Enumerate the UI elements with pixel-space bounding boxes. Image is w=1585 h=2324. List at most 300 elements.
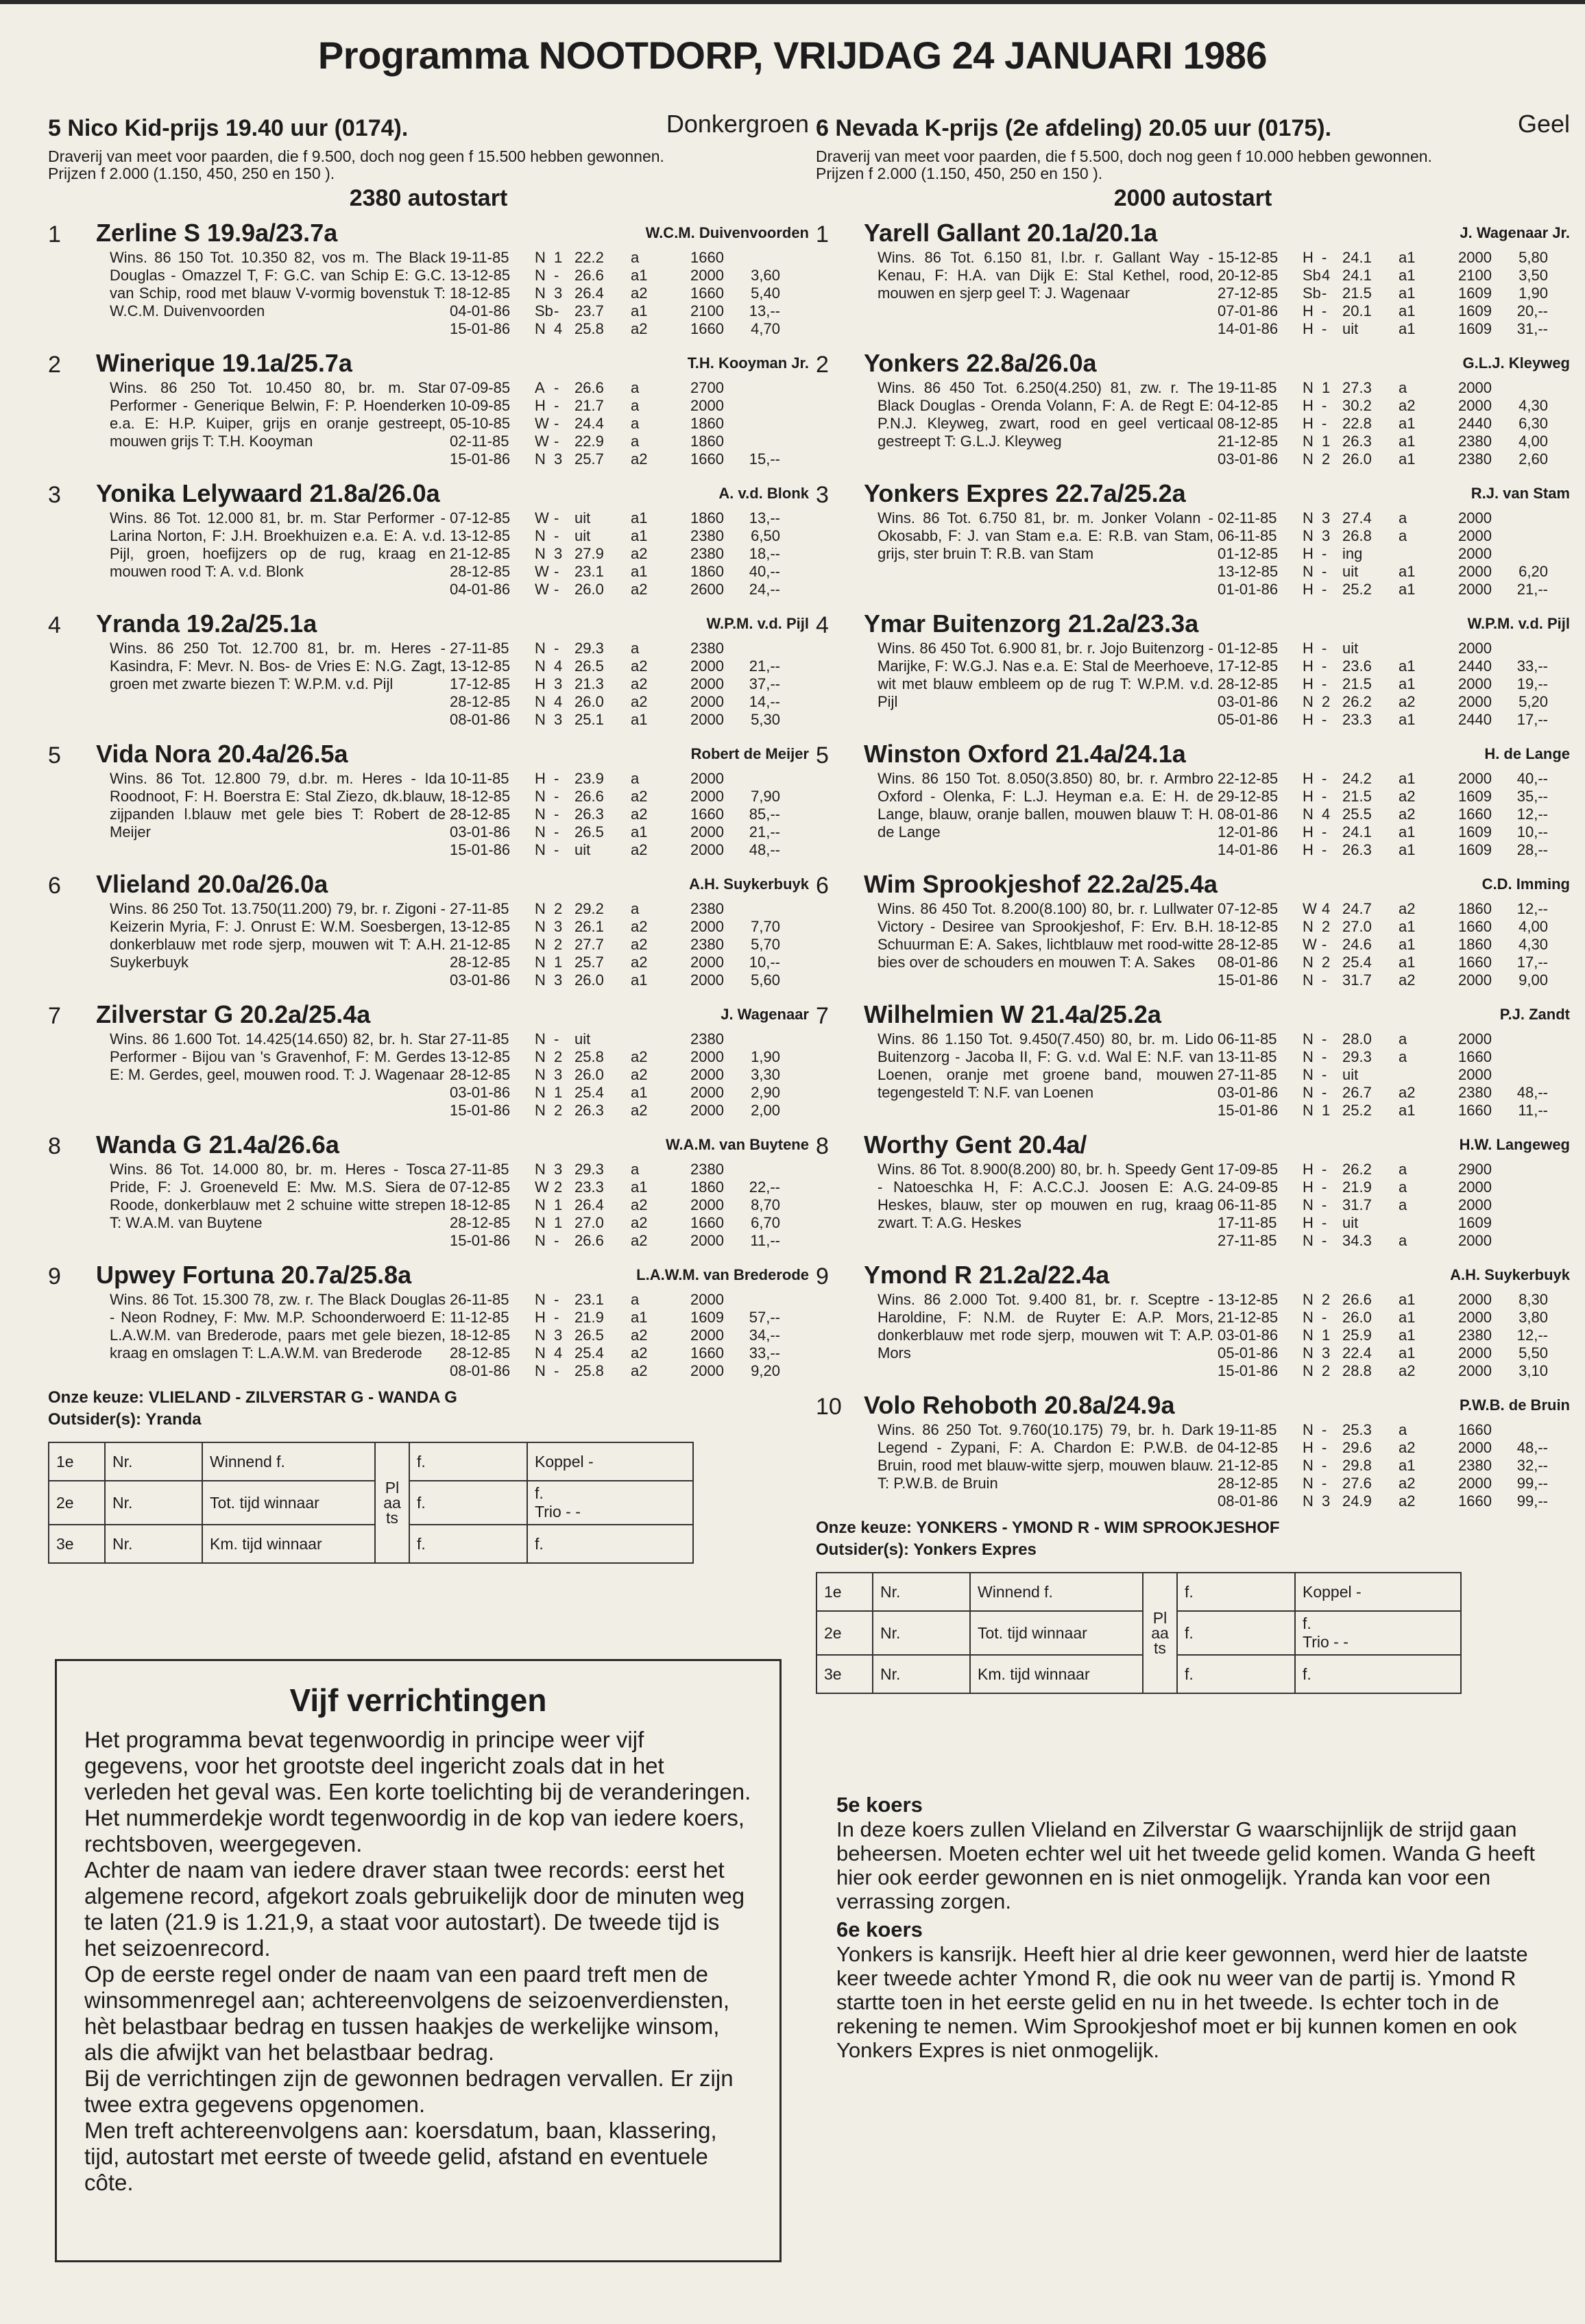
results-row bbox=[49, 1442, 693, 1481]
performance-cell: 24.2 bbox=[1342, 770, 1372, 787]
performance-cell: 11-12-85 bbox=[450, 1309, 509, 1326]
performance-cell: H bbox=[1303, 640, 1314, 657]
performance-cell: 2000 bbox=[1458, 397, 1492, 414]
performance-cell: 27.0 bbox=[574, 1214, 604, 1231]
horse-driver: P.J. Zandt bbox=[1499, 1006, 1570, 1023]
performance-cell: - bbox=[1322, 1232, 1327, 1249]
performance-cell: 4,30 bbox=[1519, 397, 1548, 414]
performance-row bbox=[450, 640, 780, 657]
performance-cell: 6,30 bbox=[1519, 415, 1548, 432]
performance-row bbox=[450, 563, 780, 581]
results-row bbox=[49, 1481, 693, 1525]
performance-cell: a1 bbox=[1399, 581, 1416, 598]
performance-cell: 3,10 bbox=[1519, 1362, 1548, 1379]
performance-row bbox=[1218, 320, 1548, 338]
performance-cell: 24.4 bbox=[574, 415, 604, 432]
performance-cell: - bbox=[554, 563, 559, 580]
performance-cell: 3 bbox=[554, 545, 563, 562]
performance-cell: 25.4 bbox=[574, 1344, 604, 1361]
performance-cell: H bbox=[1303, 657, 1314, 675]
performance-cell: 17,-- bbox=[1516, 711, 1548, 728]
performance-cell: 07-12-85 bbox=[1218, 900, 1279, 917]
performance-cell: H bbox=[535, 1309, 546, 1326]
performance-cell: - bbox=[1322, 1309, 1327, 1326]
performance-cell: N bbox=[535, 954, 546, 971]
performance-cell: 10,-- bbox=[1516, 823, 1548, 840]
horse-info: Wins. 86 250 Tot. 9.760(10.175) 79, br. h. Dark Legend - Zypani, F: A. Chardon E: P.W.B. de Bruin, rood met blauw-witte sjerp, mouwen blauw. T: P.W.B. de Bruin bbox=[878, 1421, 1213, 1492]
performance-row bbox=[1218, 1066, 1548, 1084]
horse-performances bbox=[450, 509, 780, 598]
performance-cell: 04-01-86 bbox=[450, 302, 511, 319]
performance-row bbox=[1218, 675, 1548, 693]
performance-cell: 03-01-86 bbox=[1218, 693, 1279, 710]
horse-body bbox=[816, 249, 1570, 338]
performance-cell: 2700 bbox=[690, 379, 724, 396]
performance-cell: a2 bbox=[631, 1048, 648, 1065]
performance-cell: 25.8 bbox=[574, 1048, 604, 1065]
performance-row bbox=[1218, 1327, 1548, 1344]
performance-row bbox=[1218, 1309, 1548, 1327]
performance-cell: N bbox=[1303, 918, 1314, 935]
performance-cell: a2 bbox=[631, 806, 648, 823]
performance-cell: 5,70 bbox=[751, 936, 780, 953]
performance-cell: 06-11-85 bbox=[1218, 1196, 1277, 1213]
performance-cell: 2440 bbox=[1458, 711, 1492, 728]
horse-performances bbox=[1218, 900, 1548, 989]
performance-cell: 23.9 bbox=[574, 770, 604, 787]
performance-cell: 21.9 bbox=[1342, 1178, 1372, 1196]
performance-cell: 2000 bbox=[1458, 249, 1492, 266]
performance-cell: a2 bbox=[631, 841, 648, 858]
performance-cell: H bbox=[1303, 581, 1314, 598]
performance-cell: a1 bbox=[631, 527, 648, 544]
performance-row bbox=[450, 433, 780, 450]
performance-row bbox=[450, 711, 780, 729]
horse-number: 3 bbox=[816, 482, 829, 508]
performance-cell: a bbox=[631, 1161, 640, 1178]
horse-entry bbox=[48, 997, 809, 1119]
bet-cell bbox=[527, 1442, 693, 1481]
commentary-text: In deze koers zullen Vlieland en Zilverstar G waarschijnlijk de strijd gaan beheersen. Moeten echter wel uit het tweede gelid komen. Wanda G heeft hier ook eerder gewonnen en is niet onmogelijk. Yranda kan voor een verrassing zorgen. bbox=[836, 1817, 1536, 1913]
outsiders: Outsider(s): Yranda bbox=[48, 1410, 202, 1429]
horse-body bbox=[816, 509, 1570, 598]
performance-cell: 4,30 bbox=[1519, 936, 1548, 953]
performance-row bbox=[450, 1232, 780, 1250]
performance-cell: 2000 bbox=[690, 693, 724, 710]
horse-entry bbox=[816, 607, 1570, 729]
koppel-amount: f. bbox=[1303, 1614, 1311, 1632]
performance-cell: 02-11-85 bbox=[1218, 509, 1277, 526]
performance-cell: 15-01-86 bbox=[450, 1102, 511, 1119]
horse-header bbox=[48, 607, 809, 640]
performance-cell: a1 bbox=[631, 823, 648, 840]
horse-performances bbox=[1218, 509, 1548, 598]
horse-entry bbox=[48, 216, 809, 338]
performance-cell: - bbox=[1322, 1084, 1327, 1101]
performance-cell: 07-12-85 bbox=[450, 509, 511, 526]
performance-cell: H bbox=[1303, 675, 1314, 692]
performance-cell: N bbox=[1303, 1475, 1314, 1492]
label-cell: Tot. tijd winnaar bbox=[202, 1481, 375, 1525]
performance-cell bbox=[724, 379, 780, 397]
info-paragraph: Het nummerdekje wordt tegenwoordig in de kop van iedere koers, rechtsboven, weergegeven. bbox=[84, 1805, 745, 1856]
number-cell: Nr. bbox=[873, 1611, 970, 1655]
label-cell: Km. tijd winnaar bbox=[202, 1525, 375, 1563]
performance-cell: 21.3 bbox=[574, 675, 604, 692]
performance-cell: 3,30 bbox=[751, 1066, 780, 1083]
performance-cell: 1660 bbox=[1458, 1421, 1492, 1438]
performance-cell: a bbox=[631, 379, 640, 396]
performance-cell: 2440 bbox=[1458, 415, 1492, 432]
performance-cell: 2380 bbox=[690, 640, 724, 657]
performance-cell: 3 bbox=[1322, 1344, 1331, 1361]
performance-cell bbox=[724, 1030, 780, 1048]
horse-header bbox=[816, 346, 1570, 379]
performance-cell: 2600 bbox=[690, 581, 724, 598]
performance-cell: - bbox=[1322, 581, 1327, 598]
performance-cell: 2000 bbox=[690, 267, 724, 284]
horse-performances bbox=[1218, 640, 1548, 729]
performance-row bbox=[1218, 1214, 1548, 1232]
performance-cell: 18,-- bbox=[749, 545, 780, 562]
results-table bbox=[816, 1572, 1462, 1694]
performance-cell: 2000 bbox=[690, 657, 724, 675]
performance-cell bbox=[631, 1030, 661, 1048]
horse-performances bbox=[450, 249, 780, 338]
horse-info: Wins. 86 150 Tot. 10.350 82, vos m. The Black Douglas - Omazzel T, F: G.C. van Schip E: G.C. van Schip, rood met blauw V-vormig bovenstuk T: W.C.M. Duivenvoorden bbox=[110, 249, 446, 319]
performance-cell: uit bbox=[1342, 640, 1359, 657]
performance-cell: a bbox=[631, 640, 640, 657]
horse-name: Vlieland 20.0a/26.0a bbox=[96, 870, 328, 898]
performance-cell: N bbox=[535, 823, 546, 840]
horse-driver: L.A.W.M. van Brederode bbox=[636, 1266, 809, 1283]
performance-cell: N bbox=[1303, 1291, 1314, 1308]
performance-row bbox=[1218, 249, 1548, 267]
performance-cell: a bbox=[1399, 1030, 1407, 1048]
performance-cell: N bbox=[1303, 954, 1314, 971]
performance-cell: 2000 bbox=[690, 711, 724, 728]
performance-row bbox=[1218, 640, 1548, 657]
performance-row bbox=[1218, 1232, 1548, 1250]
performance-cell: 2 bbox=[554, 1102, 563, 1119]
performance-cell: 28-12-85 bbox=[1218, 936, 1279, 953]
performance-cell: - bbox=[554, 1309, 559, 1326]
amount-cell: f. bbox=[409, 1481, 527, 1525]
performance-cell: uit bbox=[1342, 1214, 1359, 1231]
top-border bbox=[0, 0, 1585, 4]
performance-cell: W bbox=[535, 581, 549, 598]
amount-cell: f. bbox=[1177, 1573, 1295, 1611]
performance-cell: 20.1 bbox=[1342, 302, 1372, 319]
performance-cell: 1609 bbox=[1458, 320, 1492, 337]
performance-cell: 26.6 bbox=[574, 1232, 604, 1249]
horse-number: 1 bbox=[48, 221, 61, 247]
performance-row bbox=[450, 1178, 780, 1196]
performance-cell: N bbox=[535, 1291, 546, 1308]
performance-cell: 18-12-85 bbox=[450, 285, 511, 302]
page-title: Programma NOOTDORP, VRIJDAG 24 JANUARI 1986 bbox=[317, 34, 1268, 77]
performance-cell: 26.3 bbox=[1342, 433, 1372, 450]
performance-cell: 2000 bbox=[1458, 640, 1492, 657]
horse-performances bbox=[450, 1161, 780, 1250]
performance-cell: a bbox=[1399, 509, 1407, 526]
performance-cell: 31.7 bbox=[1342, 1196, 1372, 1213]
performance-cell: 9,20 bbox=[751, 1362, 780, 1379]
performance-cell: 13-12-85 bbox=[450, 527, 511, 544]
performance-cell: 17-12-85 bbox=[1218, 657, 1279, 675]
performance-cell: 4,70 bbox=[751, 320, 780, 337]
horse-entry bbox=[816, 1388, 1570, 1510]
horse-driver: A.H. Suykerbuyk bbox=[689, 875, 809, 893]
performance-row bbox=[1218, 806, 1548, 823]
performance-cell: 2000 bbox=[1458, 1475, 1492, 1492]
performance-cell: a2 bbox=[631, 1102, 648, 1119]
performance-row bbox=[450, 545, 780, 563]
performance-cell: 25.4 bbox=[574, 1084, 604, 1101]
performance-cell: - bbox=[554, 640, 559, 657]
horse-info: Wins. 86 250 Tot. 13.750(11.200) 79, br. r. Zigoni - Keizerin Myria, F: J. Onrust E: W.M. Soesbergen, donkerblauw met rode sjerp, mouwen wit T: A.H. Suykerbuyk bbox=[110, 900, 446, 971]
performance-cell: 85,-- bbox=[749, 806, 780, 823]
performance-cell: 04-12-85 bbox=[1218, 397, 1279, 414]
performance-cell: H bbox=[1303, 841, 1314, 858]
horse-driver: J. Wagenaar bbox=[721, 1006, 809, 1023]
horse-driver: G.L.J. Kleyweg bbox=[1462, 354, 1570, 372]
performance-cell: N bbox=[1303, 1344, 1314, 1361]
performance-cell bbox=[1492, 1030, 1548, 1048]
performance-cell: - bbox=[1322, 1475, 1327, 1492]
performance-cell: 22.8 bbox=[1342, 415, 1372, 432]
place-cell: 2e bbox=[49, 1481, 105, 1525]
performance-row bbox=[1218, 1362, 1548, 1380]
performance-cell: 11,-- bbox=[750, 1232, 780, 1249]
horse-driver: R.J. van Stam bbox=[1471, 485, 1570, 502]
horse-info: Wins. 86 150 Tot. 8.050(3.850) 80, br. r. Armbro Oxford - Olenka, F: L.J. Heyman e.a. E: H. de Lange, blauw, oranje ballen, mouwen blauw T: H. de Lange bbox=[878, 770, 1213, 840]
horse-info: Wins. 86 450 Tot. 8.200(8.100) 80, br. r. Lullwater Victory - Desiree van Sprookjeshof, F: Erv. B.H. Schuurman E: A. Sakes, lichtblauw met rood-witte bies over de schouders en mouwen T: A. Sakes bbox=[878, 900, 1213, 971]
horse-info: Wins. 86 450 Tot. 6.900 81, br. r. Jojo Buitenzorg - Marijke, F: W.G.J. Nas e.a. E: Stal de Meerhoeve, wit met blauw embleem op de rug T: W.P.M. v.d. Pijl bbox=[878, 640, 1213, 710]
performance-cell: 1660 bbox=[1458, 918, 1492, 935]
race-5-column bbox=[48, 110, 809, 1564]
number-cell: Nr. bbox=[105, 1442, 202, 1481]
performance-cell: a2 bbox=[1399, 788, 1416, 805]
performance-cell: 48,-- bbox=[1516, 1439, 1548, 1456]
performance-cell: 3 bbox=[554, 1327, 563, 1344]
performance-cell: 22-12-85 bbox=[1218, 770, 1279, 787]
horse-driver: W.C.M. Duivenvoorden bbox=[645, 224, 809, 241]
horse-header bbox=[816, 1388, 1570, 1421]
performance-cell: 26.1 bbox=[574, 918, 604, 935]
performance-cell: 18-12-85 bbox=[450, 788, 511, 805]
performance-cell: 2380 bbox=[690, 545, 724, 562]
performance-cell bbox=[1492, 545, 1548, 563]
performance-cell: 1 bbox=[554, 954, 563, 971]
performance-row bbox=[450, 1030, 780, 1048]
performance-cell: 2000 bbox=[690, 397, 724, 414]
performance-cell: 27-12-85 bbox=[1218, 285, 1279, 302]
performance-cell: H bbox=[535, 397, 546, 414]
horse-entry bbox=[816, 737, 1570, 859]
performance-cell: N bbox=[1303, 1421, 1314, 1438]
performance-cell: 26.3 bbox=[1342, 841, 1372, 858]
commentary bbox=[836, 1793, 1570, 2066]
info-paragraph: Bij de verrichtingen zijn de gewonnen bedragen vervallen. Er zijn twee extra gegevens opgenomen. bbox=[84, 2066, 734, 2117]
performance-cell: a bbox=[631, 770, 640, 787]
performance-cell: 1660 bbox=[690, 806, 724, 823]
performance-cell: 2000 bbox=[1458, 545, 1492, 562]
horse-entry bbox=[816, 346, 1570, 468]
race-start: 2380 autostart bbox=[349, 185, 508, 211]
performance-cell: a bbox=[1399, 1421, 1407, 1438]
performance-cell: 1609 bbox=[1458, 285, 1492, 302]
performance-cell: 08-01-86 bbox=[1218, 1492, 1279, 1510]
performance-cell: 25.4 bbox=[1342, 954, 1372, 971]
performance-cell: a1 bbox=[1399, 563, 1416, 580]
performance-cell: 27-11-85 bbox=[1218, 1232, 1277, 1249]
horse-performances bbox=[450, 640, 780, 729]
performance-cell: 3 bbox=[554, 1066, 563, 1083]
performance-cell: a2 bbox=[631, 788, 648, 805]
performance-cell: 22.4 bbox=[1342, 1344, 1372, 1361]
performance-cell: 26.2 bbox=[1342, 693, 1372, 710]
performance-cell: 2380 bbox=[690, 900, 724, 917]
performance-cell: N bbox=[1303, 1048, 1314, 1065]
performance-cell: 05-10-85 bbox=[450, 415, 511, 432]
performance-cell: 14-01-86 bbox=[1218, 320, 1279, 337]
horse-name: Upwey Fortuna 20.7a/25.8a bbox=[96, 1261, 412, 1289]
performance-cell: - bbox=[554, 1030, 559, 1048]
performance-cell: 48,-- bbox=[1516, 1084, 1548, 1101]
performance-cell: 29.8 bbox=[1342, 1457, 1372, 1474]
performance-cell: N bbox=[535, 1232, 546, 1249]
performance-cell: 08-01-86 bbox=[1218, 806, 1279, 823]
performance-cell: N bbox=[1303, 806, 1314, 823]
performance-cell: - bbox=[1322, 415, 1327, 432]
performance-cell: 15-01-86 bbox=[450, 841, 511, 858]
performance-cell: 28,-- bbox=[1516, 841, 1548, 858]
performance-cell: 29.2 bbox=[574, 900, 604, 917]
horse-info: Wins. 86 Tot. 12.800 79, d.br. m. Heres - Ida Roodnoot, F: H. Boerstra E: Stal Ziezo, dk.blauw, zijpanden l.blauw met gele bies T: Robert de Meijer bbox=[110, 770, 446, 840]
performance-cell: 2000 bbox=[1458, 971, 1492, 989]
performance-cell: 25.9 bbox=[1342, 1327, 1372, 1344]
performance-cell: N bbox=[535, 267, 546, 284]
performance-cell: 4 bbox=[1322, 806, 1331, 823]
performance-cell: 6,20 bbox=[1519, 563, 1548, 580]
horse-body bbox=[816, 379, 1570, 468]
label-cell: Km. tijd winnaar bbox=[970, 1655, 1143, 1693]
horse-entry bbox=[816, 216, 1570, 338]
horse-number: 2 bbox=[48, 352, 61, 378]
performance-cell: 27-11-85 bbox=[450, 1030, 509, 1048]
performance-cell: 1 bbox=[1322, 379, 1331, 396]
performance-cell: 12-01-86 bbox=[1218, 823, 1279, 840]
horse-number: 9 bbox=[816, 1263, 829, 1290]
place-cell: 3e bbox=[816, 1655, 873, 1693]
performance-cell: 3 bbox=[554, 285, 563, 302]
performance-cell: N bbox=[1303, 1327, 1314, 1344]
performance-cell: H bbox=[1303, 545, 1314, 562]
performance-cell: 28-12-85 bbox=[1218, 675, 1279, 692]
performance-cell bbox=[1492, 1066, 1548, 1084]
performance-row bbox=[1218, 509, 1548, 527]
performance-cell: a1 bbox=[1399, 1327, 1416, 1344]
performance-cell: - bbox=[554, 1362, 559, 1379]
horse-driver: W.P.M. v.d. Pijl bbox=[1467, 615, 1570, 632]
outsiders: Outsider(s): Yonkers Expres bbox=[816, 1540, 1037, 1559]
race-6-column bbox=[816, 110, 1570, 1694]
performance-cell: 25.2 bbox=[1342, 1102, 1372, 1119]
performance-cell: 21-12-85 bbox=[1218, 1309, 1279, 1326]
performance-cell: 2000 bbox=[690, 1291, 724, 1308]
performance-cell: N bbox=[1303, 1066, 1314, 1083]
horse-name: Yarell Gallant 20.1a/20.1a bbox=[864, 219, 1158, 247]
performance-cell: N bbox=[535, 1030, 546, 1048]
info-paragraph: Op de eerste regel onder de naam van een paard treft men de winsommenregel aan; achtereenvolgens de seizoenverdiensten, hèt belastbaar bedrag en tussen haakjes de werkelijke winsom, als die afwijkt van het belastbaar bedrag. bbox=[84, 1961, 730, 2065]
performance-cell: H bbox=[535, 675, 546, 692]
performance-row bbox=[450, 1161, 780, 1178]
performance-cell: 4,00 bbox=[1519, 918, 1548, 935]
performance-cell: 2000 bbox=[1458, 1439, 1492, 1456]
performance-row bbox=[1218, 711, 1548, 729]
performance-cell: 24.9 bbox=[1342, 1492, 1372, 1510]
performance-cell: 2000 bbox=[1458, 1030, 1492, 1048]
performance-row bbox=[450, 379, 780, 397]
info-paragraph: Achter de naam van iedere draver staan twee records: eerst het algemene record, afgekort zoals gebruikelijk door de minuten weg te laten (21.9 is 1.21,9, a staat voor autostart). De tweede tijd is het seizoenrecord. bbox=[84, 1857, 745, 1961]
label-cell: Winnend f. bbox=[970, 1573, 1143, 1611]
horse-header bbox=[816, 737, 1570, 770]
performance-cell: 04-12-85 bbox=[1218, 1439, 1279, 1456]
performance-cell: uit bbox=[574, 527, 591, 544]
performance-cell bbox=[724, 770, 780, 788]
performance-cell: 5,30 bbox=[751, 711, 780, 728]
performance-row bbox=[450, 971, 780, 989]
performance-row bbox=[1218, 1102, 1548, 1119]
horse-body bbox=[816, 770, 1570, 859]
performance-cell: - bbox=[1322, 711, 1327, 728]
race-title: 6 Nevada K-prijs (2e afdeling) 20.05 uur (0175). bbox=[816, 115, 1332, 141]
performance-cell: 2 bbox=[554, 1178, 563, 1196]
horse-body bbox=[48, 379, 809, 468]
performance-cell bbox=[724, 433, 780, 450]
performance-row bbox=[450, 1214, 780, 1232]
performance-cell: 99,-- bbox=[1516, 1475, 1548, 1492]
bet-cell bbox=[1295, 1611, 1461, 1655]
horse-body bbox=[816, 1421, 1570, 1510]
performance-cell: a1 bbox=[1399, 1291, 1416, 1308]
performance-row bbox=[1218, 1161, 1548, 1178]
bet-cell bbox=[527, 1525, 693, 1563]
performance-cell: a2 bbox=[631, 545, 648, 562]
race-prizes: Prijzen f 2.000 (1.150, 450, 250 en 150 ). bbox=[48, 165, 335, 182]
performance-cell: 1660 bbox=[690, 249, 724, 266]
performance-cell: - bbox=[1322, 1030, 1327, 1048]
performance-cell: - bbox=[554, 770, 559, 787]
performance-cell: H bbox=[1303, 415, 1314, 432]
performance-cell: 2 bbox=[1322, 954, 1331, 971]
performance-cell: 4 bbox=[1322, 900, 1331, 917]
performance-cell: 2000 bbox=[690, 1102, 724, 1119]
performance-cell: a bbox=[1399, 1178, 1407, 1196]
performance-cell: 19-11-85 bbox=[1218, 1421, 1277, 1438]
performance-cell: - bbox=[554, 581, 559, 598]
performance-cell: Sb bbox=[535, 302, 553, 319]
race-prizes: Prijzen f 2.000 (1.150, 450, 250 en 150 ). bbox=[816, 165, 1103, 182]
performance-row bbox=[1218, 900, 1548, 918]
performance-cell: a1 bbox=[631, 509, 648, 526]
performance-row bbox=[1218, 788, 1548, 806]
results-row bbox=[816, 1573, 1461, 1611]
performance-cell: 24.1 bbox=[1342, 823, 1372, 840]
performance-cell: N bbox=[1303, 1362, 1314, 1379]
performance-cell: N bbox=[535, 285, 546, 302]
